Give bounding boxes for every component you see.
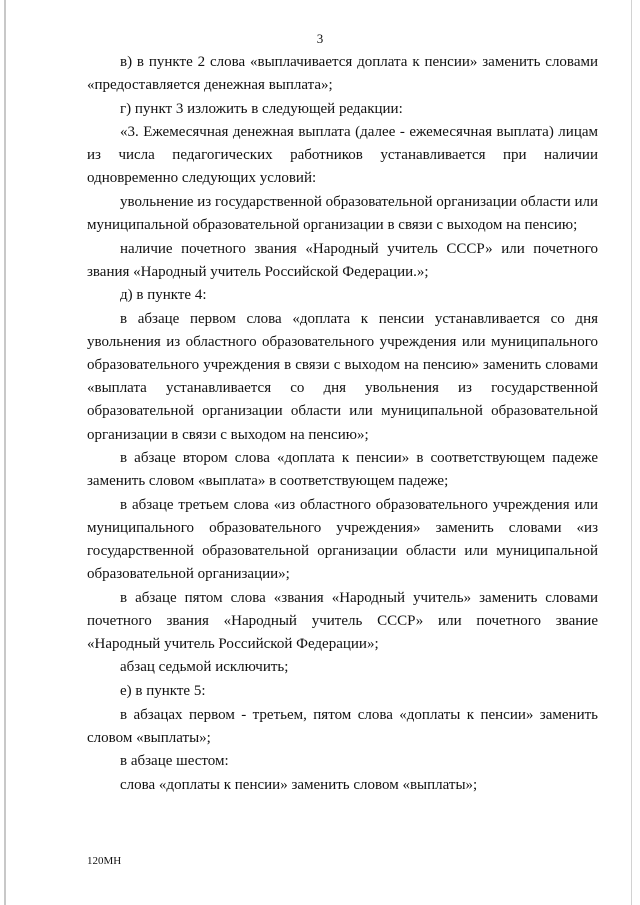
paragraph-condition-dismissal: увольнение из государственной образовательной организации области или муниципальной образовательной организации в связи с выходом на пенсию;	[87, 194, 598, 234]
paragraph-point-4-fifth: в абзаце пятом слова «звания «Народный учитель» заменить словами почетного звания «Народный учитель СССР» или почетного звание «Народный учитель Российской Федерации»;	[87, 589, 598, 652]
paragraph-point-5-sixth-words: слова «доплаты к пенсии» заменить словом «выплаты»;	[120, 776, 478, 793]
paragraph-point-3-new-text: «3. Ежемесячная денежная выплата (далее - ежемесячная выплата) лицам из числа педагогических работников устанавливается при наличии одновременно следующих условий:	[87, 124, 598, 187]
scan-left-edge	[4, 0, 6, 905]
paragraph-e-point-5: е) в пункте 5:	[120, 683, 206, 700]
paragraph-point-4-first: в абзаце первом слова «доплата к пенсии устанавливается со дня увольнения из областного образовательного учреждения или муниципального образовательного учреждения в связи с выходом на пенсию» заменить словами «выплата устанавливается со дня увольнения из государственной образовательной организации области или муниципальной образовательной организации в связи с выходом на пенсию»;	[87, 311, 598, 443]
paragraph-point-5-first-third: в абзацах первом - третьем, пятом слова «доплаты к пенсии» заменить словом «выплаты»;	[87, 706, 598, 746]
paragraph-d-point-4: д) в пункте 4:	[120, 287, 207, 304]
paragraph-condition-title: наличие почетного звания «Народный учитель СССР» или почетного звания «Народный учитель Российской Федерации.»;	[87, 240, 598, 280]
paragraph-point-5-sixth: в абзаце шестом:	[120, 753, 229, 770]
paragraph-v-point-2: в) в пункте 2 слова «выплачивается доплата к пенсии» заменить словами «предоставляется денежная выплата»;	[87, 54, 598, 94]
footer-document-code: 120МН	[87, 855, 122, 867]
document-body	[87, 51, 598, 798]
page-number: 3	[316, 31, 324, 46]
paragraph-point-4-second: в абзаце втором слова «доплата к пенсии» в соответствующем падеже заменить словом «выплата» в соответствующем падеже;	[87, 450, 598, 490]
paragraph-g-point-3: г) пункт 3 изложить в следующей редакции:	[120, 100, 403, 117]
scan-right-edge	[631, 0, 632, 905]
paragraph-point-4-third: в абзаце третьем слова «из областного образовательного учреждения или муниципального образовательного учреждения» заменить словами «из государственной образовательной организации области или муниципальной образовательной организации»;	[87, 496, 598, 583]
paragraph-point-4-seventh: абзац седьмой исключить;	[120, 659, 289, 676]
